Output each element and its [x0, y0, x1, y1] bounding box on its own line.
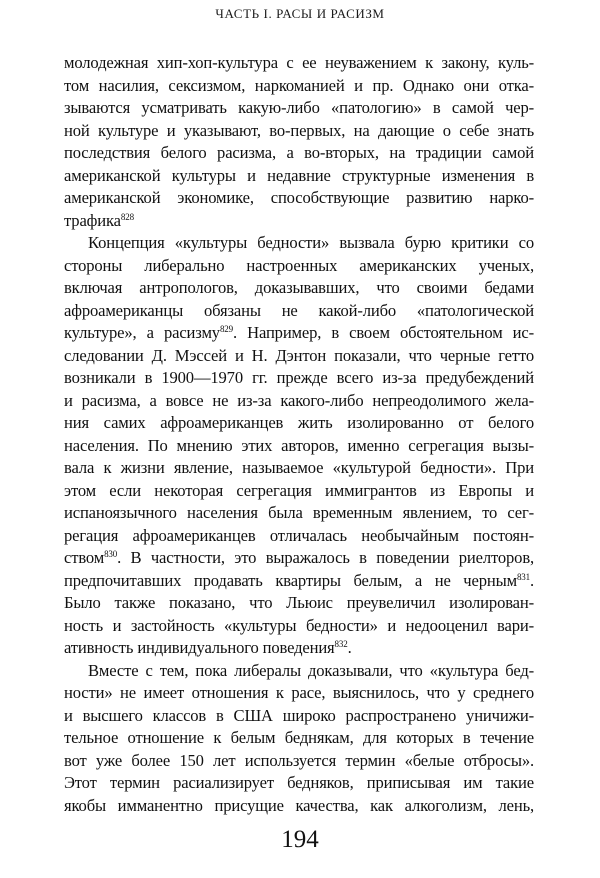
text-line: ность и застойность «культуры бедности» и недооценил вари-	[64, 615, 534, 635]
text-line: том насилия, сексизмом, наркоманией и пр. Однако они отка-	[64, 75, 534, 95]
text-fragment: .	[347, 638, 352, 657]
text-line: ния самих афроамериканцев жить изолированно от белого	[64, 413, 534, 432]
footnote-ref[interactable]: 829	[219, 324, 234, 334]
text-line	[64, 322, 534, 345]
text-line: зываются усматривать какую-либо «патологию» в самой чер-	[64, 98, 534, 117]
paragraph-1	[64, 52, 534, 232]
text-fragment: ативность индивидуального поведения	[64, 638, 335, 657]
text-line: американской экономике, способствующие развитию нарко-	[64, 188, 534, 207]
running-header: ЧАСТЬ I. РАСЫ И РАСИЗМ	[215, 6, 385, 21]
text-line: Вместе с тем, пока либералы доказывали, что «культура бед-	[88, 660, 534, 680]
text-line: ности» не имеет отношения к расе, выяснилось, что у среднего	[64, 683, 534, 702]
text-line: стороны либерально настроенных американских ученых,	[64, 255, 534, 275]
text-line: и расизма, а вовсе не из-за какого-либо непреодолимого жела-	[64, 390, 534, 410]
footnote-ref[interactable]: 831	[516, 571, 530, 582]
text-line: Было также показано, что Льюис преувеличил изолирован-	[64, 593, 534, 612]
text-fragment: .	[530, 570, 534, 590]
text-line: Концепция «культуры бедности» вызвала бурю критики со	[88, 233, 534, 252]
text-line	[64, 547, 534, 570]
paragraph-3	[64, 660, 534, 818]
text-line: вала к жизни явление, называемое «культурой бедности». При	[64, 458, 534, 477]
text-line: регация афроамериканцев отличалась необычайным постоян-	[64, 525, 534, 545]
text-fragment: . В частности, это выражалось в поведении риелторов,	[117, 548, 534, 567]
page-body	[64, 52, 534, 817]
text-line: афроамериканцы обязаны не какой-либо «патологической	[64, 300, 534, 320]
text-line: испаноязычного населения была временным явлением, то сег-	[64, 503, 534, 522]
text-line	[64, 570, 534, 593]
footnote-ref[interactable]: 828	[120, 211, 134, 222]
text-line: ной культуре и указывают, во-первых, на дающие о себе знать	[64, 120, 534, 140]
paragraph-2	[64, 232, 534, 660]
text-line: якобы имманентно присущие качества, как алкоголизм, лень,	[64, 795, 534, 815]
page-number: 194	[281, 826, 319, 853]
text-line: населения. По мнению этих авторов, именно сегрегация вызы-	[64, 435, 534, 455]
text-line	[64, 637, 534, 660]
text-line: последствия белого расизма, а во-вторых, на традиции самой	[64, 143, 534, 162]
text-line: американской культуры и недавние структурные изменения в	[64, 165, 534, 185]
footnote-ref[interactable]: 832	[334, 639, 348, 649]
text-fragment: трафика	[64, 210, 121, 230]
text-fragment: предпочитавших продавать квартиры белым, а не черным	[64, 570, 517, 590]
text-line: Этот термин расиализирует бедняков, приписывая им такие	[64, 773, 534, 792]
text-line: тельное отношение к белым беднякам, для которых в течение	[64, 728, 534, 747]
text-line: вот уже более 150 лет используется термин «белые отбросы».	[64, 750, 534, 770]
text-line: молодежная хип-хоп-культура с ее неуважением к закону, куль-	[64, 53, 534, 72]
text-line: включая антропологов, доказывавших, что своими бедами	[64, 278, 534, 297]
text-line: и высшего классов в США широко распространено уничижи-	[64, 705, 534, 725]
text-fragment: культуре», а расизму	[64, 323, 220, 342]
text-fragment: . Например, в своем обстоятельном ис-	[233, 323, 535, 342]
text-line: этом если некоторая сегрегация иммигрантов из Европы и	[64, 480, 534, 500]
footnote-ref[interactable]: 830	[104, 549, 118, 559]
text-fragment: ством	[64, 548, 105, 567]
text-line: следовании Д. Мэссей и Н. Дэнтон показали, что черные гетто	[64, 345, 534, 365]
text-line	[64, 210, 534, 233]
text-line: возникали в 1900—1970 гг. прежде всего из-за предубеждений	[64, 368, 534, 387]
